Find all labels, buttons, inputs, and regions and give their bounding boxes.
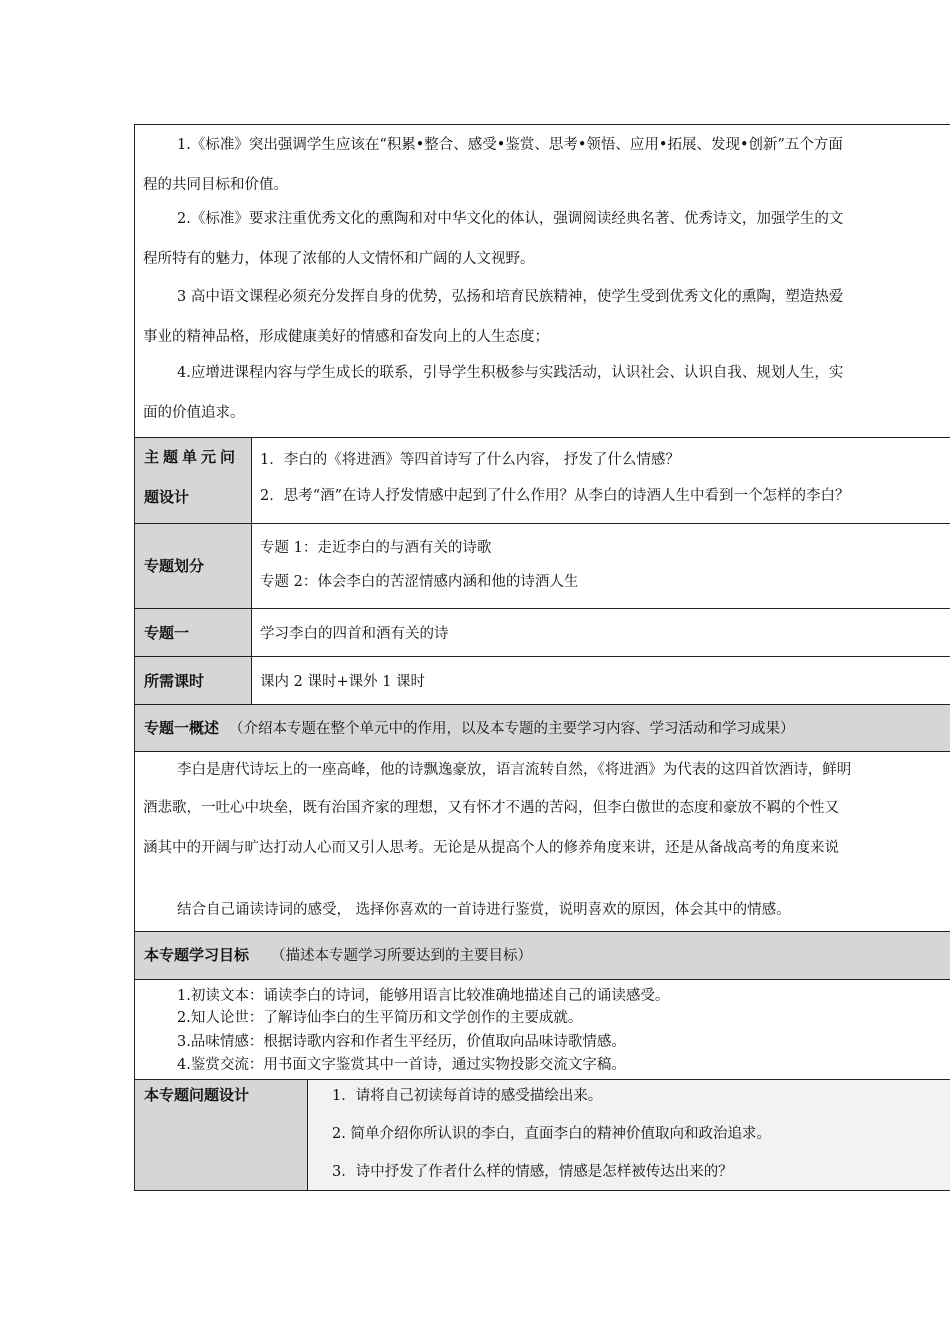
goals-label: 本专题学习目标 [144, 946, 250, 964]
goals-header [144, 944, 532, 965]
class-hours-value-text: 课内 2 课时+课外 1 课时 [260, 674, 426, 690]
standards-line-7: 4.应增进课程内容与学生成长的联系，引导学生积极参与实践活动，认识社会、认识自我、规划人生，实 [177, 365, 844, 381]
topic-division-label [135, 524, 252, 608]
class-hours-label [135, 657, 252, 704]
goals-list-row [135, 980, 950, 1080]
standards-line-6: 事业的精神品格，形成健康美好的情感和奋发向上的人生态度； [143, 329, 549, 345]
topic-question-2: 2. 简单介绍你所认识的李白，直面李白的精神价值取向和政治追求。 [332, 1126, 771, 1142]
overview-note: （介绍本专题在整个单元中的作用，以及本专题的主要学习内容、学习活动和学习成果） [229, 721, 795, 737]
topic-question-1: 1．请将自己初读每首诗的感受描绘出来。 [332, 1088, 603, 1104]
goal-item-3: 3.品味情感：根据诗歌内容和作者生平经历，价值取向品味诗歌情感。 [177, 1034, 626, 1050]
unit-question-label-line-2: 题设计 [144, 488, 190, 506]
standards-line-2: 程的共同目标和价值。 [143, 177, 288, 193]
topic-division-2: 专题 2：体会李白的苦涩情感内涵和他的诗酒人生 [260, 574, 579, 590]
topic-question-row [135, 1080, 950, 1191]
topic-one-value-text: 学习李白的四首和酒有关的诗 [260, 626, 449, 642]
unit-question-label-line-1: 主题单元问 [144, 448, 240, 466]
standards-line-8: 面的价值追求。 [143, 405, 245, 421]
overview-header [144, 717, 795, 738]
lesson-plan-table [134, 124, 950, 1191]
topic-question-label [135, 1080, 308, 1190]
unit-question-row [135, 438, 950, 524]
goal-item-1: 1.初读文本：诵读李白的诗词，能够用语言比较准确地描述自己的诵读感受。 [177, 988, 670, 1004]
standards-line-1: 1.《标准》突出强调学生应该在“积累•整合、感受•鉴赏、思考•领悟、应用•拓展、发现•创新”五个方面 [177, 137, 843, 153]
topic-division-1: 专题 1：走近李白的与酒有关的诗歌 [260, 540, 492, 556]
overview-line-3: 涵其中的开阔与旷达打动人心而又引人思考。无论是从提高个人的修养角度来讲，还是从备战高考的角度来说 [143, 840, 839, 856]
goals-header-row [135, 932, 950, 980]
overview-line-1: 李白是唐代诗坛上的一座高峰，他的诗飘逸豪放，语言流转自然，《将进酒》为代表的这四首饮酒诗，鲜明 [177, 762, 852, 778]
standards-line-4: 程所特有的魅力，体现了浓郁的人文情怀和广阔的人文视野。 [143, 251, 535, 267]
topic-question-label-text: 本专题问题设计 [144, 1086, 250, 1104]
overview-line-4: 结合自己诵读诗词的感受， 选择你喜欢的一首诗进行鉴赏，说明喜欢的原因，体会其中的情感。 [177, 902, 791, 918]
topic-one-value [252, 609, 950, 656]
unit-question-2: 2．思考“酒”在诗人抒发情感中起到了什么作用？从李白的诗酒人生中看到一个怎样的李白？ [260, 488, 850, 504]
unit-question-value [252, 438, 950, 523]
goal-item-2: 2.知人论世：了解诗仙李白的生平简历和文学创作的主要成就。 [177, 1010, 583, 1026]
goals-note: （描述本专题学习所要达到的主要目标） [271, 948, 533, 964]
overview-body-row [135, 752, 950, 932]
topic-one-label-text: 专题一 [144, 624, 190, 642]
class-hours-row [135, 657, 950, 705]
topic-division-row [135, 524, 950, 609]
topic-question-3: 3．诗中抒发了作者什么样的情感，情感是怎样被传达出来的？ [332, 1164, 733, 1180]
standards-section [135, 125, 950, 438]
class-hours-label-text: 所需课时 [144, 672, 205, 690]
topic-one-label [135, 609, 252, 656]
topic-division-value [252, 524, 950, 608]
standards-line-5: 3 高中语文课程必须充分发挥自身的优势，弘扬和培育民族精神，使学生受到优秀文化的熏陶，塑造热爱 [177, 289, 844, 305]
overview-label: 专题一概述 [144, 719, 220, 737]
overview-header-row [135, 705, 950, 752]
topic-one-row [135, 609, 950, 657]
class-hours-value [252, 657, 950, 704]
overview-line-2: 酒悲歌，一吐心中块垒，既有治国齐家的理想，又有怀才不遇的苦闷，但李白傲世的态度和豪放不羁的个性又 [143, 800, 839, 816]
topic-question-value [308, 1080, 950, 1190]
unit-question-1: 1．李白的《将进酒》等四首诗写了什么内容， 抒发了什么情感？ [260, 452, 680, 468]
topic-division-label-text: 专题划分 [144, 557, 205, 575]
standards-line-3: 2.《标准》要求注重优秀文化的熏陶和对中华文化的体认，强调阅读经典名著、优秀诗文，加强学生的文 [177, 211, 844, 227]
unit-question-label [135, 438, 252, 523]
goal-item-4: 4.鉴赏交流：用书面文字鉴赏其中一首诗，通过实物投影交流文字稿。 [177, 1057, 626, 1073]
